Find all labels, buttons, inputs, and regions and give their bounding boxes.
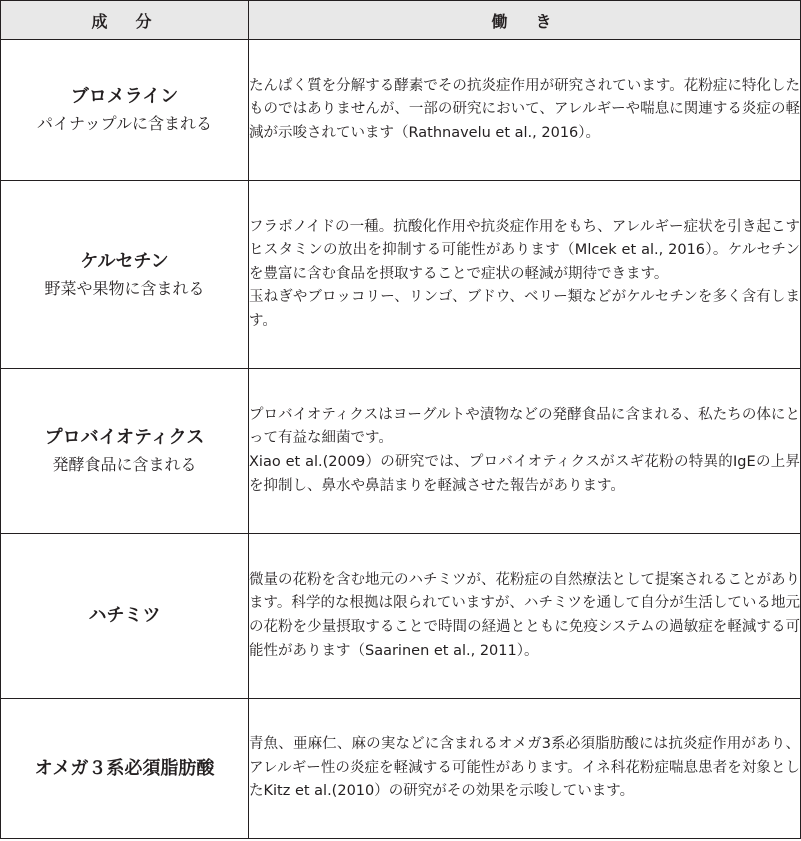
component-cell: [1, 181, 249, 369]
component-source: パイナップルに含まれる: [36, 114, 213, 133]
component-name: オメガ３系必須脂肪酸: [34, 757, 215, 779]
function-cell: [249, 699, 801, 839]
function-cell: [249, 534, 801, 699]
function-cell: [249, 40, 801, 181]
component-name: ケルセチン: [80, 250, 169, 272]
function-text: たんぱく質を分解する酵素でその抗炎症作用が研究されています。花粉症に特化したものではありませんが、一部の研究において、アレルギーや喘息に関連する炎症の軽減が示唆されています（Rathnavelu et al., 2016）。: [249, 77, 800, 141]
function-text: Xiao et al.(2009）の研究では、プロバイオティクスがスギ花粉の特異的IgEの上昇を抑制し、鼻水や鼻詰まりを軽減させた報告があります。: [249, 454, 800, 494]
table-header-row: [1, 1, 801, 40]
component-name: プロバイオティクス: [44, 427, 205, 448]
component-cell: [1, 699, 249, 839]
function-text: 青魚、亜麻仁、麻の実などに含まれるオメガ3系必須脂肪酸には抗炎症作用があり、アレルギー性の炎症を軽減する可能性があります。イネ科花粉症喘息患者を対象としたKitz et al.(2010）の研究がその効果を示唆しています。: [249, 736, 800, 800]
table-row: [1, 40, 801, 181]
component-source: 野菜や果物に含まれる: [44, 278, 205, 298]
function-text: 微量の花粉を含む地元のハチミツが、花粉症の自然療法として提案されることがあります。科学的な根拠は限られていますが、ハチミツを通して自分が生活している地元の花粉を少量摂取することで時間の経過とともに免疫システムの過敏症を軽減する可能性があります（Saarinen et al., 2011）。: [249, 571, 800, 659]
component-source: 発酵食品に含まれる: [52, 455, 197, 474]
function-text: フラボノイドの一種。抗酸化作用や抗炎症作用をもち、アレルギー症状を引き起こすヒスタミンの放出を抑制する可能性があります（Mlcek et al., 2016）。ケルセチンを豊富に含む食品を摂取することで症状の軽減が期待できます。: [249, 218, 800, 282]
table-row: [1, 699, 801, 839]
component-name: ブロメライン: [70, 86, 179, 107]
component-cell: [1, 40, 249, 181]
function-text: プロバイオティクスはヨーグルトや漬物などの発酵食品に含まれる、私たちの体にとって有益な細菌です。: [249, 406, 800, 447]
table-row: [1, 369, 801, 534]
component-cell: [1, 369, 249, 534]
table-row: [1, 181, 801, 369]
table-row: [1, 534, 801, 699]
header-component: 成 分: [1, 1, 249, 40]
component-name: ハチミツ: [88, 605, 161, 626]
function-text: 玉ねぎやブロッコリー、リンゴ、ブドウ、ベリー類などがケルセチンを多く含有します。: [249, 289, 800, 329]
function-cell: [249, 369, 801, 534]
function-cell: [249, 181, 801, 369]
component-cell: [1, 534, 249, 699]
header-function: 働 き: [249, 1, 801, 40]
